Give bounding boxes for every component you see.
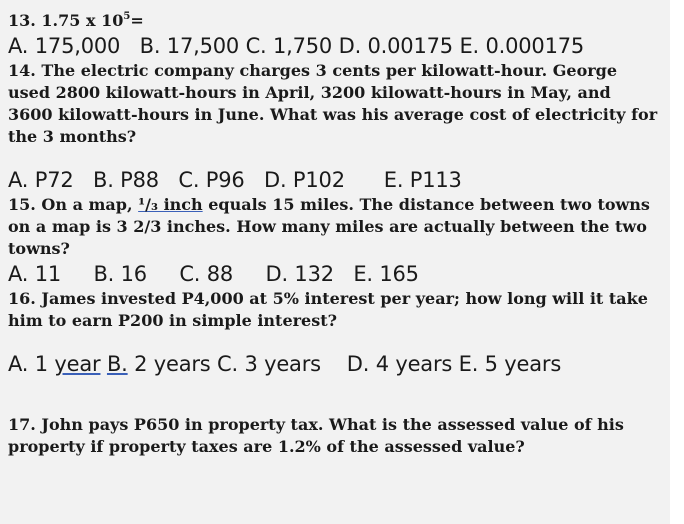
- choice-e: E. 5 years: [458, 352, 562, 376]
- choice-d: D. P102: [264, 168, 345, 192]
- question-13: [8, 6, 658, 32]
- question-16: [8, 288, 658, 332]
- choice-c: C. 3 years: [217, 352, 321, 376]
- choice-a-underlined: year: [54, 352, 101, 376]
- answer-choices-13: [8, 32, 670, 60]
- question-text: 1.75 x 10: [41, 11, 124, 30]
- choice-b: B. 17,500: [139, 34, 240, 58]
- choice-c: C. 1,750: [245, 34, 333, 58]
- question-text: The electric company charges 3 cents per kilowatt-hour. George used 2800 kilowatt-hours in April, 3200 kilowatt-hours in May, and 3600 kilowatt-hours in June. What was his average cost of electricity for the 3 months?: [8, 61, 658, 146]
- answer-choices-14: [8, 166, 670, 194]
- choice-b: [107, 350, 211, 378]
- spacer: [8, 148, 670, 166]
- choice-a: A. 11: [8, 262, 62, 286]
- exponent: 5: [123, 11, 131, 22]
- choice-d: D. 0.00175: [338, 34, 453, 58]
- choice-b: B. P88: [92, 168, 159, 192]
- choice-e: E. 0.000175: [459, 34, 585, 58]
- question-number: 13.: [8, 11, 36, 30]
- choice-a-prefix: A. 1: [8, 352, 48, 376]
- question-number: 17.: [8, 415, 36, 434]
- question-17: [8, 414, 658, 458]
- choice-a: A. P72: [8, 168, 74, 192]
- answer-choices-15: [8, 260, 670, 288]
- choice-e: E. 165: [353, 262, 419, 286]
- answer-choices-16: [8, 350, 670, 378]
- spacer: [8, 378, 670, 414]
- question-15: [8, 194, 658, 260]
- equals-sign: =: [130, 11, 144, 30]
- fraction-one-third-inch: ¹/₃ inch: [138, 195, 203, 214]
- question-text-continued: equals 15 miles. The distance between two towns on a map is 3 2/3 inches. How many miles are actually between the two towns?: [8, 195, 650, 258]
- choice-a: [8, 350, 100, 378]
- choice-e: E. P113: [383, 168, 462, 192]
- spacer: [8, 332, 670, 350]
- choice-b-text: 2 years: [134, 352, 211, 376]
- question-text: James invested P4,000 at 5% interest per year; how long will it take him to earn P200 in simple interest?: [8, 289, 648, 330]
- question-number: 15.: [8, 195, 36, 214]
- question-number: 14.: [8, 61, 36, 80]
- choice-d: D. 132: [265, 262, 334, 286]
- question-text: On a map,: [41, 195, 133, 214]
- choice-c: C. P96: [178, 168, 245, 192]
- choice-c: C. 88: [179, 262, 234, 286]
- choice-a: A. 175,000: [8, 34, 121, 58]
- choice-d: D. 4 years: [346, 352, 453, 376]
- question-14: [8, 60, 658, 148]
- question-number: 16.: [8, 289, 36, 308]
- choice-b: B. 16: [93, 262, 147, 286]
- choice-b-letter: B.: [106, 352, 128, 376]
- question-text: John pays P650 in property tax. What is the assessed value of his property if property taxes are 1.2% of the assessed value?: [8, 415, 624, 456]
